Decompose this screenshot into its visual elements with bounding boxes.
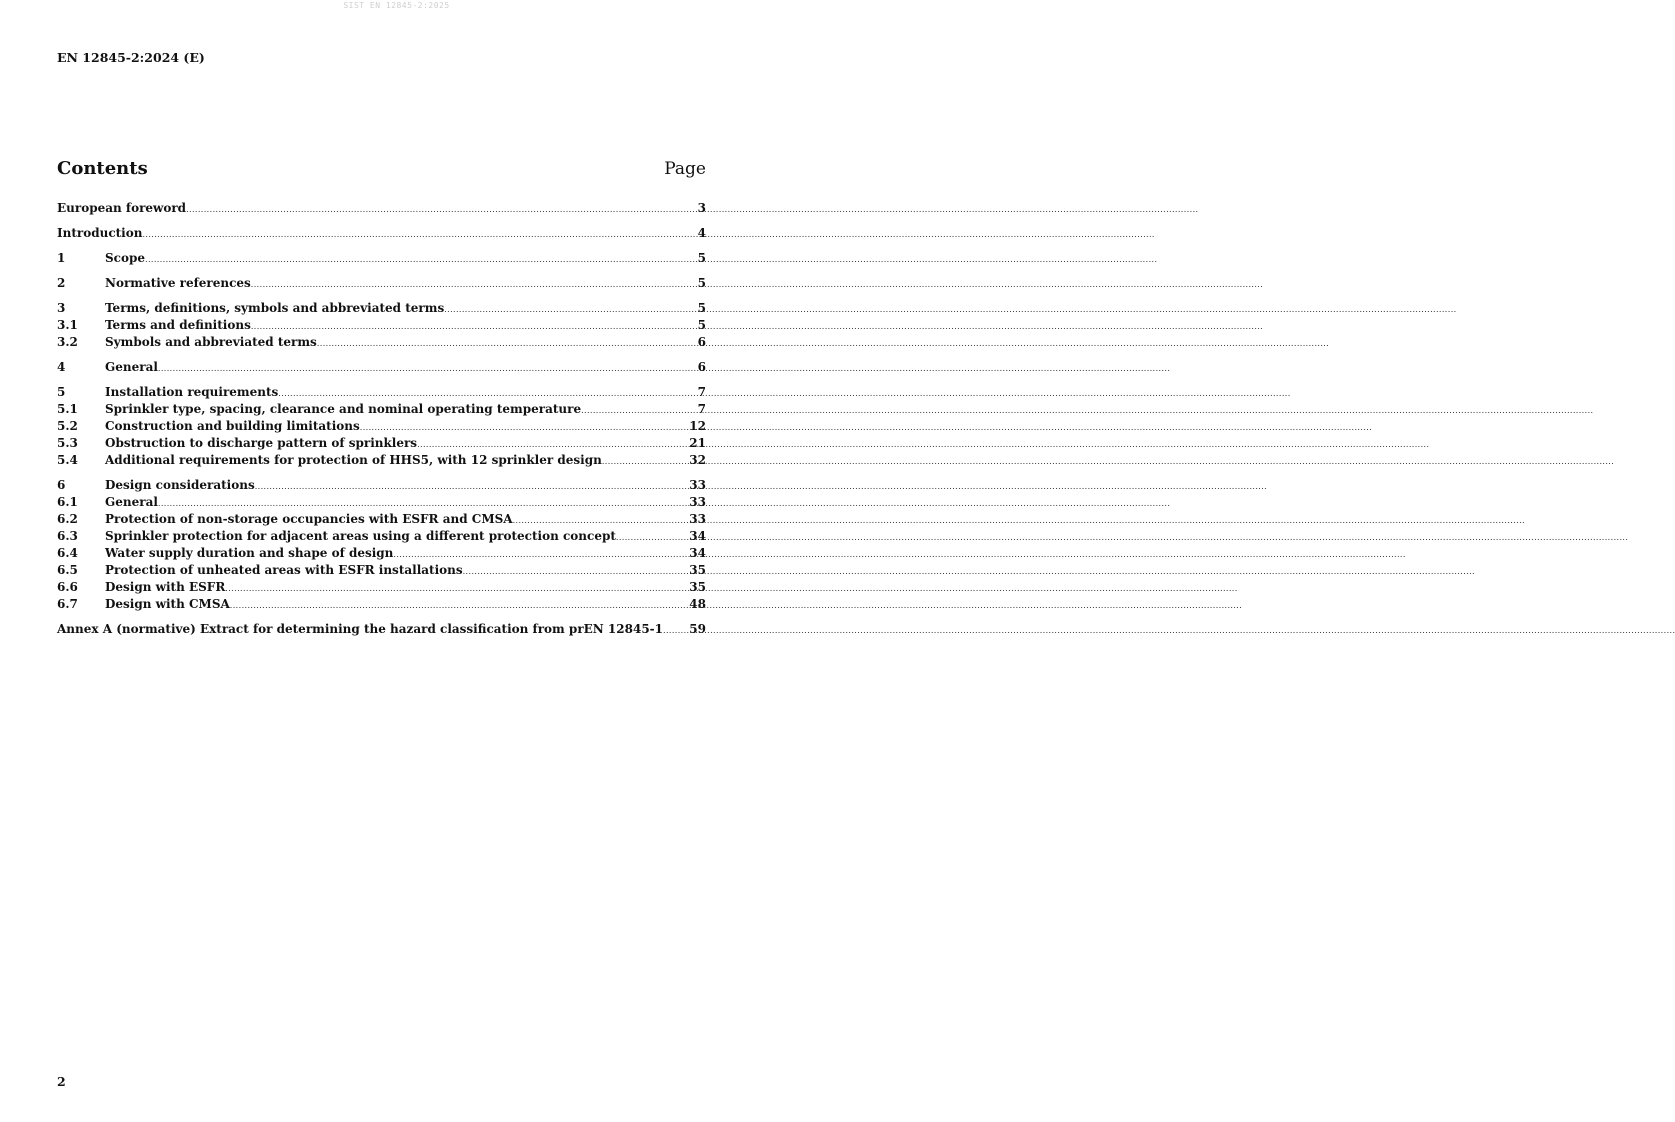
toc-entry-6-3[interactable]	[57, 528, 706, 545]
toc-entry-title: Installation requirements	[105, 385, 279, 399]
toc-entry-title: Design with CMSA	[105, 597, 230, 611]
toc-entry-page: 21	[689, 436, 706, 450]
toc-entry-3[interactable]	[57, 300, 706, 317]
toc-leader-dots	[186, 200, 698, 218]
toc-leader-dots	[145, 250, 698, 268]
toc-entry-page: 3	[697, 201, 706, 215]
toc-entry-title: European foreword	[57, 201, 187, 215]
toc-entry-number: 6.7	[57, 597, 78, 611]
toc-entry-1[interactable]	[57, 250, 706, 267]
toc-leader-dots	[463, 562, 690, 580]
toc-entry-5-3[interactable]	[57, 435, 706, 452]
toc-entry-6-4[interactable]	[57, 545, 706, 562]
toc-entry-page: 33	[689, 478, 706, 492]
toc-entry-6-6[interactable]	[57, 579, 706, 596]
toc-entry-page: 7	[697, 385, 706, 399]
toc-leader-dots	[255, 477, 690, 495]
toc-leader-dots	[663, 621, 689, 639]
toc-entry-5-4[interactable]	[57, 452, 706, 469]
toc-entry-title: Protection of non-storage occupancies with ESFR and CMSA	[105, 512, 513, 526]
toc-entry-3-2[interactable]	[57, 334, 706, 351]
toc-leader-dots	[158, 494, 689, 512]
toc-leader-dots	[225, 579, 689, 597]
toc-leader-dots	[278, 384, 697, 402]
toc-entry-page: 34	[689, 529, 706, 543]
toc-entry-title: Design considerations	[105, 478, 255, 492]
table-of-contents	[57, 200, 706, 638]
toc-entry-number: 5.1	[57, 402, 78, 416]
toc-entry-introduction[interactable]	[57, 225, 706, 242]
toc-leader-dots	[360, 418, 690, 436]
toc-entry-title: Terms, definitions, symbols and abbreviated terms	[105, 301, 445, 315]
toc-leader-dots	[251, 275, 698, 293]
toc-entry-number: 6.2	[57, 512, 78, 526]
toc-leader-dots	[444, 300, 697, 318]
toc-entry-number: 2	[57, 276, 66, 290]
toc-leader-dots	[513, 511, 690, 529]
toc-entry-6-7[interactable]	[57, 596, 706, 613]
toc-entry-title: Normative references	[105, 276, 251, 290]
toc-entry-5-1[interactable]	[57, 401, 706, 418]
toc-entry-title: Water supply duration and shape of design	[105, 546, 394, 560]
toc-entry-title: Scope	[105, 251, 146, 265]
toc-entry-6[interactable]	[57, 477, 706, 494]
toc-entry-page: 35	[689, 563, 706, 577]
toc-entry-title: Annex A (normative) Extract for determining the hazard classification from prEN 12845-1	[57, 622, 664, 636]
toc-entry-title: Additional requirements for protection of HHS5, with 12 sprinkler design	[105, 453, 602, 467]
toc-entry-number: 6.6	[57, 580, 78, 594]
toc-leader-dots	[317, 334, 698, 352]
toc-entry-number: 4	[57, 360, 66, 374]
toc-entry-title: Construction and building limitations	[105, 419, 360, 433]
toc-entry-page: 32	[689, 453, 706, 467]
toc-entry-2[interactable]	[57, 275, 706, 292]
toc-entry-5-2[interactable]	[57, 418, 706, 435]
toc-entry-number: 5.4	[57, 453, 78, 467]
toc-entry-page: 5	[697, 301, 706, 315]
toc-entry-page: 59	[689, 622, 706, 636]
toc-entry-number: 5	[57, 385, 66, 399]
toc-entry-5[interactable]	[57, 384, 706, 401]
toc-entry-title: Design with ESFR	[105, 580, 226, 594]
toc-entry-title: Introduction	[57, 226, 143, 240]
toc-entry-3-1[interactable]	[57, 317, 706, 334]
toc-entry-page: 7	[697, 402, 706, 416]
watermark: SIST EN 12845-2:2025	[343, 1, 450, 10]
document-id: EN 12845-2:2024 (E)	[57, 50, 205, 65]
toc-entry-title: Protection of unheated areas with ESFR installations	[105, 563, 463, 577]
toc-entry-number: 3	[57, 301, 66, 315]
toc-entry-title: General	[105, 360, 158, 374]
toc-entry-page: 6	[697, 335, 706, 349]
toc-entry-title: Terms and definitions	[105, 318, 251, 332]
page-number: 2	[57, 1074, 66, 1089]
toc-entry-number: 3.2	[57, 335, 78, 349]
toc-leader-dots	[393, 545, 689, 563]
contents-title: Contents	[57, 158, 148, 179]
toc-entry-title: General	[105, 495, 158, 509]
toc-leader-dots	[602, 452, 689, 470]
toc-entry-annex-a[interactable]	[57, 621, 706, 638]
toc-entry-number: 6	[57, 478, 66, 492]
toc-leader-dots	[581, 401, 698, 419]
toc-entry-6-5[interactable]	[57, 562, 706, 579]
toc-entry-number: 5.2	[57, 419, 78, 433]
toc-leader-dots	[417, 435, 689, 453]
toc-entry-6-1[interactable]	[57, 494, 706, 511]
toc-entry-page: 33	[689, 512, 706, 526]
toc-entry-title: Obstruction to discharge pattern of sprinklers	[105, 436, 418, 450]
toc-entry-page: 5	[697, 276, 706, 290]
toc-entry-page: 5	[697, 318, 706, 332]
toc-entry-page: 4	[697, 226, 706, 240]
toc-entry-page: 33	[689, 495, 706, 509]
toc-entry-european-foreword[interactable]	[57, 200, 706, 217]
toc-entry-page: 5	[697, 251, 706, 265]
page-column-label: Page	[664, 159, 706, 179]
toc-entry-number: 5.3	[57, 436, 78, 450]
toc-leader-dots	[158, 359, 698, 377]
toc-entry-4[interactable]	[57, 359, 706, 376]
toc-entry-page: 12	[689, 419, 706, 433]
toc-entry-number: 6.1	[57, 495, 78, 509]
toc-leader-dots	[230, 596, 690, 614]
toc-entry-page: 48	[689, 597, 706, 611]
toc-leader-dots	[251, 317, 698, 335]
toc-leader-dots	[142, 225, 697, 243]
toc-entry-title: Sprinkler protection for adjacent areas using a different protection concept	[105, 529, 616, 543]
toc-entry-page: 34	[689, 546, 706, 560]
toc-entry-number: 3.1	[57, 318, 78, 332]
toc-entry-number: 6.3	[57, 529, 78, 543]
toc-entry-page: 35	[689, 580, 706, 594]
toc-entry-title: Symbols and abbreviated terms	[105, 335, 317, 349]
toc-entry-number: 1	[57, 251, 66, 265]
toc-entry-title: Sprinkler type, spacing, clearance and nominal operating temperature	[105, 402, 582, 416]
toc-leader-dots	[616, 528, 689, 546]
toc-entry-6-2[interactable]	[57, 511, 706, 528]
contents-header	[57, 158, 706, 179]
toc-entry-number: 6.4	[57, 546, 78, 560]
toc-entry-number: 6.5	[57, 563, 78, 577]
toc-entry-page: 6	[697, 360, 706, 374]
